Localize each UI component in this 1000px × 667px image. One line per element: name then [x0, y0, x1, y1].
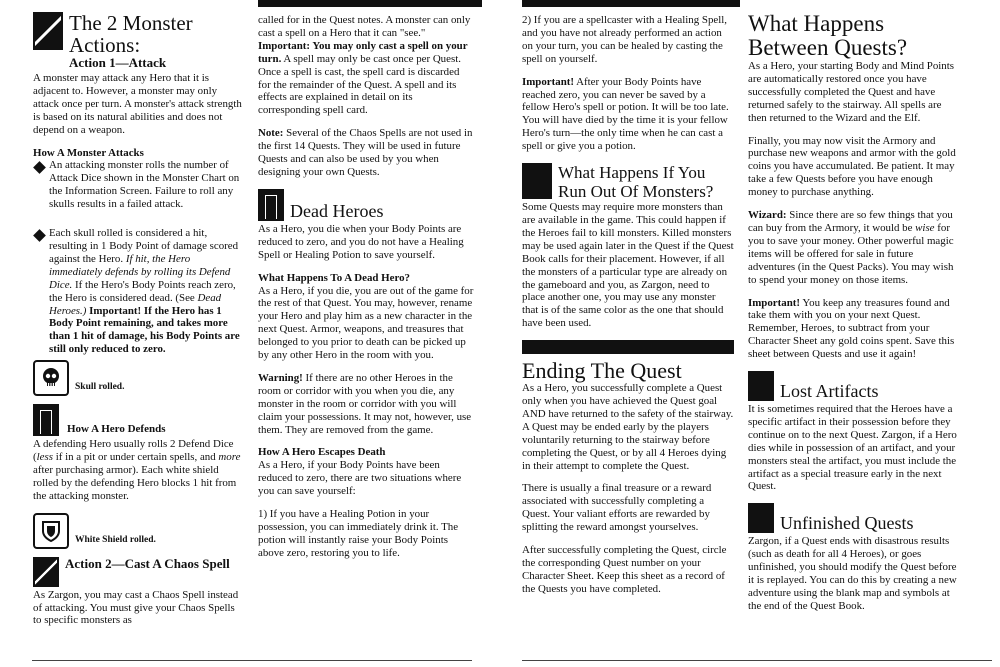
escape-option-2: 2) If you are a spellcaster with a Healing Spell, and you have not already performed an action on your turn, you can be healed by casting the spell on yourself.	[522, 14, 728, 65]
left-page	[0, 0, 482, 667]
top-rule	[522, 0, 740, 7]
section-subtitle: Action 1—Attack	[69, 55, 167, 70]
dead-hero-heading: What Happens To A Dead Hero?	[258, 271, 410, 284]
page-gutter	[482, 0, 500, 667]
top-rule	[258, 0, 482, 7]
action2-text: As Zargon, you may cast a Chaos Spell instead of attacking. You must give your Chaos Spells to specific monsters as	[33, 588, 239, 627]
spell-rules: called for in the Quest notes. A monster can only cast a spell on a Hero that it can "see." Important: You may only cast a spell on your turn. A spell may only be cast once per Quest. Once a spell is cast, the spell card is discarded for the remainder of the Quest. A spell and its effects are explained in detail on its corresponding spell card.	[258, 14, 471, 117]
shield-die-icon	[33, 513, 69, 549]
section-marker-icon	[33, 12, 63, 50]
column-1	[33, 12, 245, 637]
attacks-heading: How A Monster Attacks	[33, 146, 144, 159]
column-4	[748, 12, 962, 623]
skull-caption: Skull rolled.	[75, 382, 125, 393]
ending-text-1: As a Hero, you successfully complete a Quest only when you have achieved the Quest goal AND have returned to the safety of the stairway. A Quest may be ended early by the players voluntarily returning to the stairway before completing the Quest, or by all 4 Heroes dying in their attempt to complete the Quest.	[522, 382, 734, 472]
warning-text: Warning! If there are no other Heroes in the room or corridor with you when you die, any monster in the room or corridor with you will claim your possessions. It may not, however, use them. They are removed from the game.	[258, 371, 472, 436]
unfinished-heading: Unfinished Quests	[780, 513, 914, 534]
section-marker-icon	[33, 557, 59, 587]
ending-text-2: There is usually a final treasure or a reward associated with successfully completing a Quest. Your valiant efforts are rewarded by splitting the reward amongst yourselves.	[522, 482, 712, 534]
right-page	[500, 0, 1000, 667]
lost-artifacts-text: It is sometimes required that the Heroes have a specific artifact in their possession before they continue on to the next Quest. Zargon, if a Hero dies while in possession of an artifact, and your monsters steal the artifact, you must include the artifact as a special treasure early in the next Quest.	[748, 403, 957, 493]
between-text-1: As a Hero, your starting Body and Mind Points are automatically restored once you have successfully completed the Quest and have returned safely to the stairway. All spells are then returned to the Wizard and the Elf.	[748, 60, 955, 124]
section-marker-icon	[748, 371, 774, 401]
defends-heading: How A Hero Defends	[67, 423, 166, 436]
chaos-note: Note: Several of the Chaos Spells are not used in the first 14 Quests. They will be used in future Quests and can also be used by you when designing your own Quests.	[258, 127, 473, 178]
door-icon	[33, 404, 59, 436]
skull-die-icon	[33, 360, 69, 396]
section-marker-icon	[748, 503, 774, 533]
section-marker-icon	[522, 163, 552, 199]
attack-bullet-1: An attacking monster rolls the number of Attack Dice shown in the Monster Chart on the Information Screen. Failure to roll any skulls results in a failed attack.	[49, 159, 240, 211]
escape-option-1: 1) If you have a Healing Potion in your possession, you can immediately drink it. The potion will instantly raise your Body Points above zero, restoring you to life.	[258, 508, 459, 559]
escape-death-heading: How A Hero Escapes Death	[258, 446, 386, 459]
monster-actions-header	[33, 12, 245, 70]
run-out-heading: What Happens If You Run Out Of Monsters?	[558, 163, 714, 202]
escape-death-text: As a Hero, if your Body Points have been reduced to zero, there are two situations where you can save yourself:	[258, 459, 462, 498]
unfinished-text: Zargon, if a Quest ends with disastrous results (such as death for all 4 Heroes), or goes unfinished, you should modify the Quest before it is replayed. You can do this by creating a new adventure using the blank map and symbols at the end of the Quest Book.	[748, 535, 957, 612]
important-text: Important! After your Body Points have reached zero, you can never be saved by a fellow Hero's spell or potion. It will be too late. You will have died by the time it is your fellow Hero's turn—the only time when he can cast a spell or give you a potion.	[522, 75, 729, 153]
defends-text: A defending Hero usually rolls 2 Defend Dice (less if in a pit or under certain spells, and more after purchasing armor). Each white shield rolled by the defending Hero blocks 1 hit from the attacking monster.	[33, 438, 241, 502]
dead-heroes-text: As a Hero, you die when your Body Points are reduced to zero, and you do not have a Healing Spell or Healing Potion to save yourself.	[258, 222, 464, 261]
action2-heading: Action 2—Cast A Chaos Spell	[65, 555, 230, 571]
between-quests-heading: What Happens Between Quests?	[748, 11, 908, 60]
ending-text-3: After successfully completing the Quest, circle the corresponding Quest number on your Character Sheet. Keep this sheet as a record of the Quests you have completed.	[522, 544, 727, 595]
dead-hero-text: As a Hero, if you die, you are out of the game for the rest of that Quest. You may, however, rename your Hero and play him as a new character in the next Quest. Armor, weapons, and treasures that belonged to you prior to death can be picked up by any other Hero in the room with you.	[258, 284, 474, 362]
attack-intro: A monster may attack any Hero that it is adjacent to. However, a monster may only attack once per turn. A monster's attack strength is based on its natural abilities and does not depend on a weapon.	[33, 72, 242, 136]
column-3	[522, 14, 734, 606]
bottom-rule	[522, 660, 992, 661]
bottom-rule	[32, 660, 472, 661]
column-2	[258, 14, 474, 570]
lost-artifacts-heading: Lost Artifacts	[780, 381, 879, 402]
diamond-bullet-icon	[33, 229, 46, 242]
ending-heading: Ending The Quest	[522, 358, 682, 384]
section-band	[522, 340, 734, 354]
shield-caption: White Shield rolled.	[75, 534, 156, 545]
dead-heroes-heading: Dead Heroes	[290, 200, 384, 221]
door-icon	[258, 189, 284, 221]
diamond-bullet-icon	[33, 162, 46, 175]
treasure-important-text: Important! You keep any treasures found and take them with you on your next Quest. Remember, Heroes, to subtract from your Character Sheet any gold coins spent. Save this sheet between Quests and use it again!	[748, 296, 955, 361]
between-text-2: Finally, you may now visit the Armory and purchase new weapons and armor with the gold coins you have accumulated. Be patient. It may take a few Quests before you have enough money to purchase anything.	[748, 134, 956, 199]
section-title: The 2 Monster Actions:	[69, 11, 193, 57]
run-out-text: Some Quests may require more monsters than are available in the game. This could happen if the Heroes fail to kill monsters. Killed monsters may be used again later in the Quest if the Quest Book calls for their placement. However, if all the monsters of a particular type are already on the gameboard and you, as Zargon, need to place another one, you may use any monster that is of the same color as the one that should have been used.	[522, 201, 734, 330]
attack-bullet-2: Each skull rolled is considered a hit, resulting in 1 Body Point of damage scored against the Hero. If hit, the Hero immediately defends by rolling its Defend Dice. If the Hero's Body Points reach zero, the Hero is considered dead. (See Dead Heroes.) Important! If the Hero has 1 Body Point remaining, and takes more than 1 hit of damage, his Body Points are still only reduced to zero.	[49, 227, 240, 356]
wizard-text: Wizard: Since there are so few things that you can buy from the Armory, it would be wise for you to save your money. Other powerful magic items will be offered for sale in future adventures (in the Quest Packs). You may wish to spend your money on those items.	[748, 209, 954, 286]
